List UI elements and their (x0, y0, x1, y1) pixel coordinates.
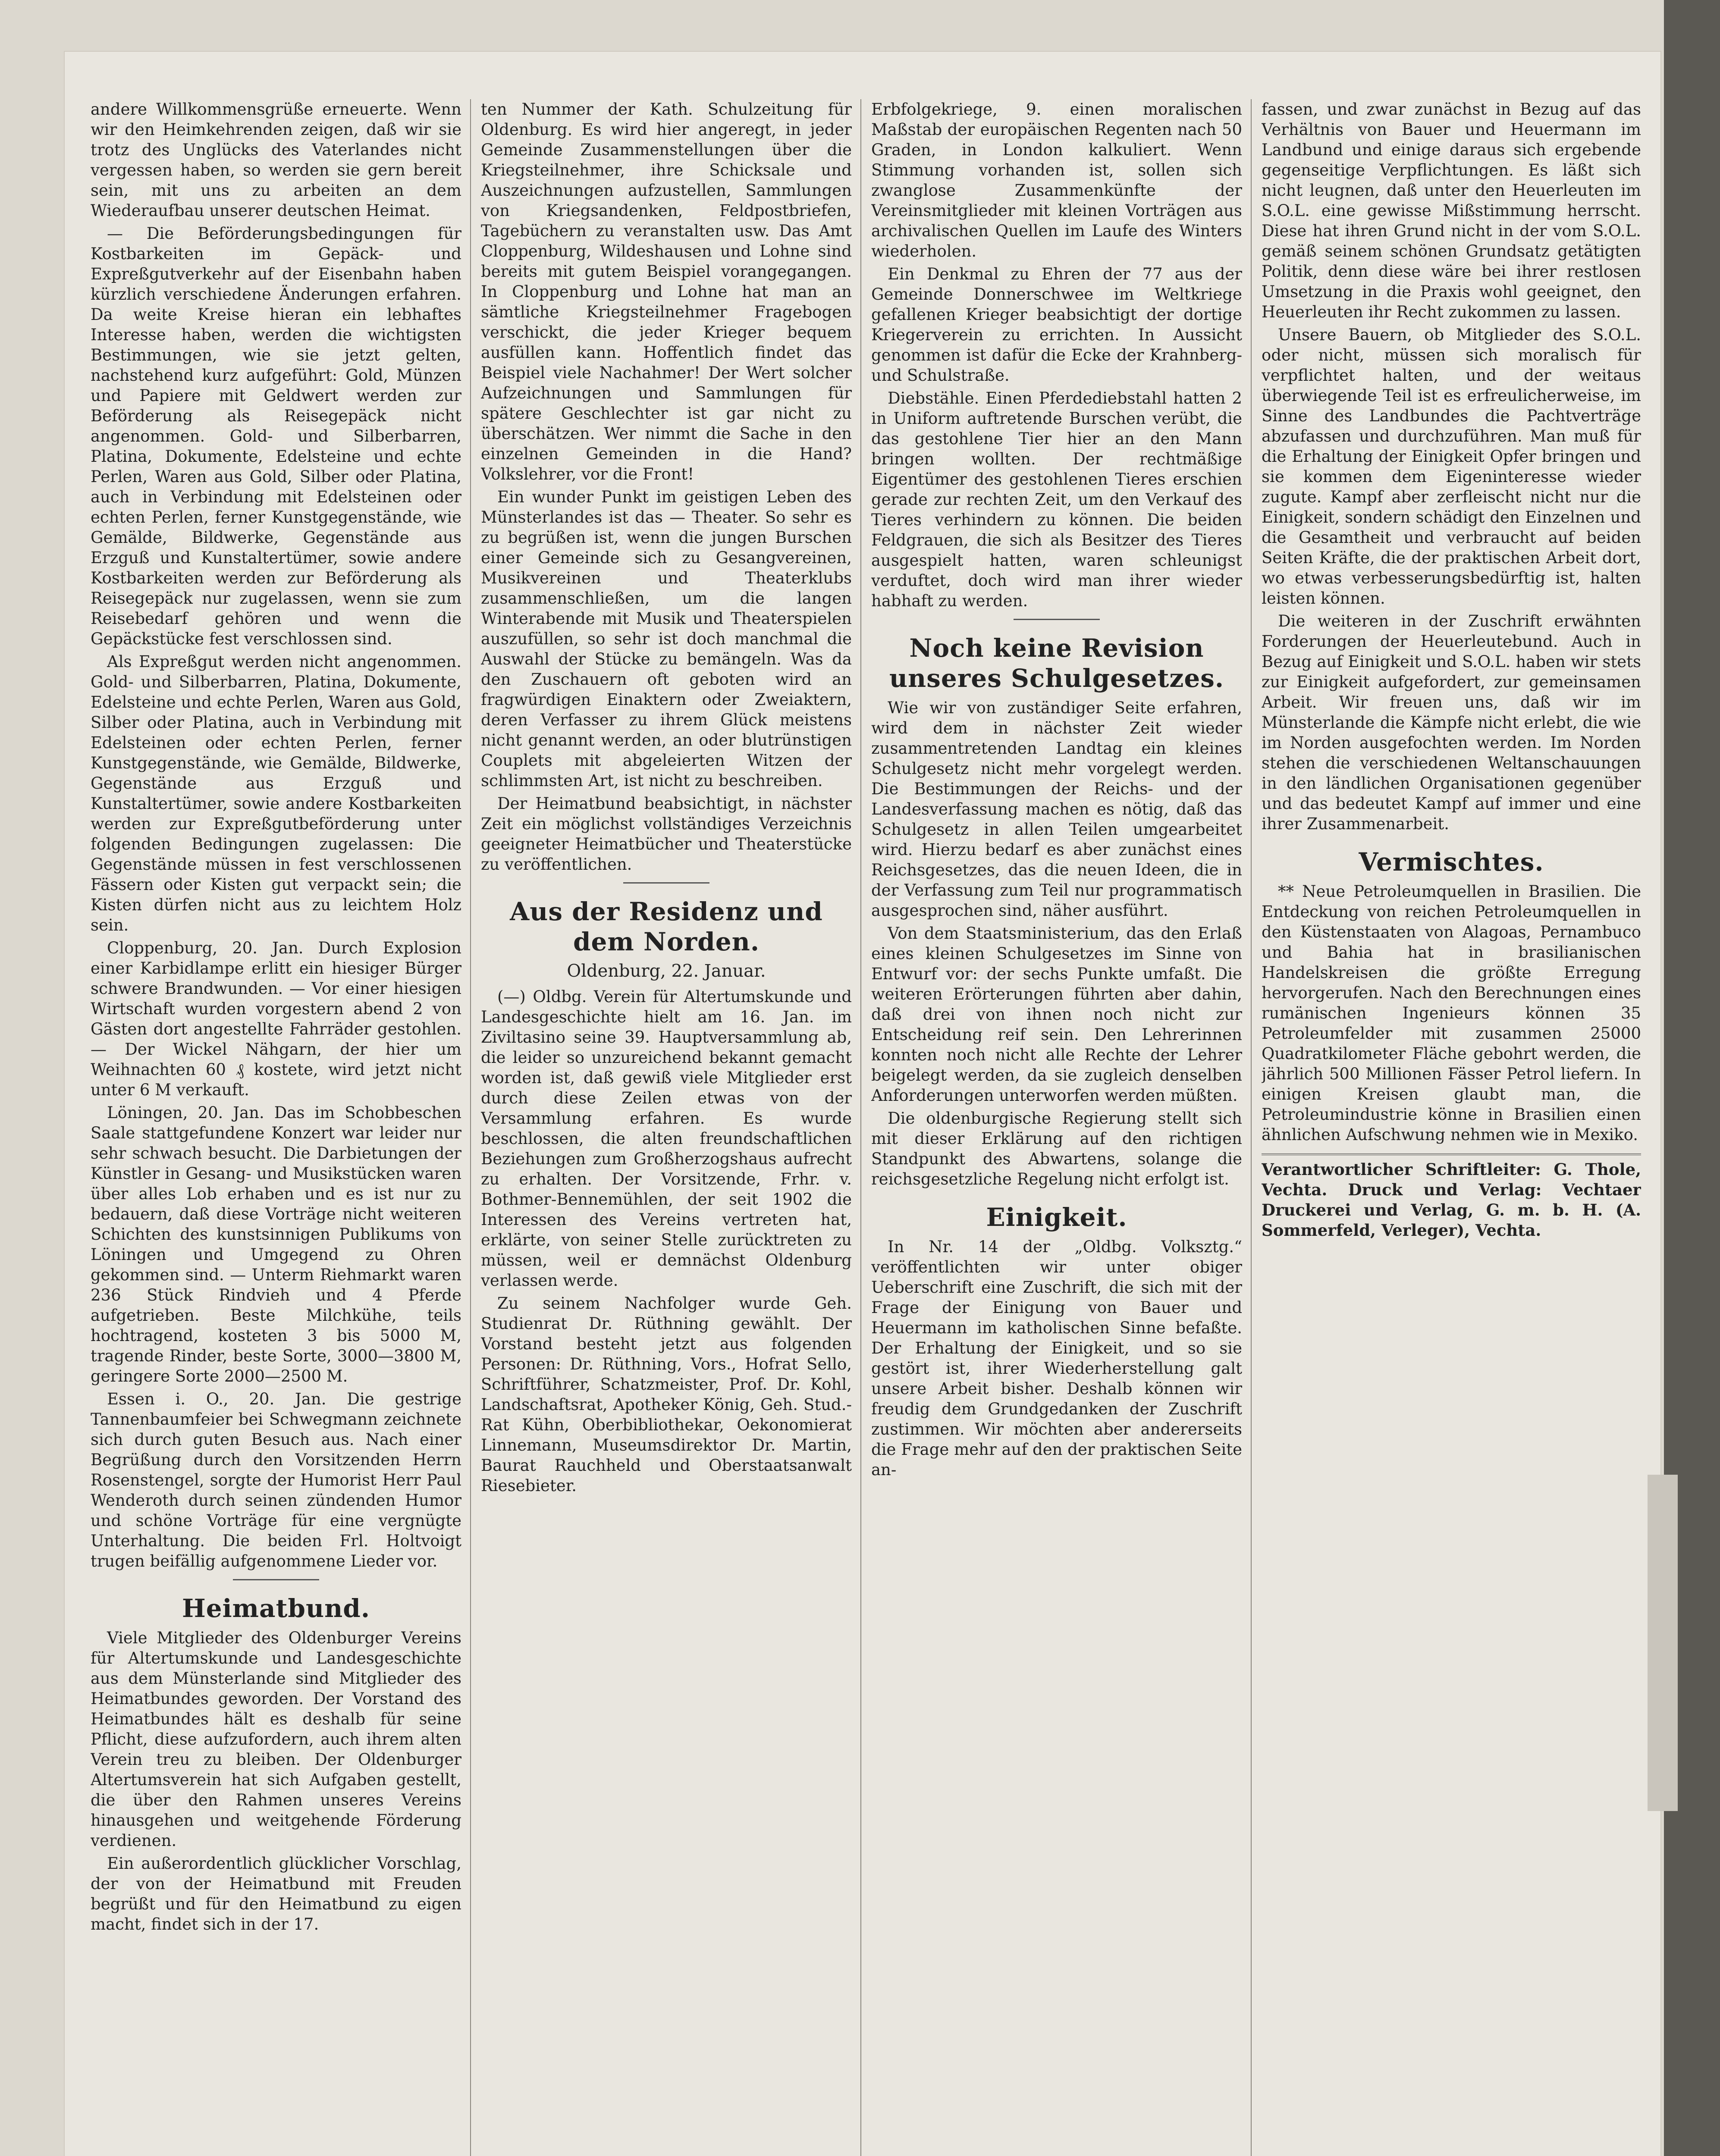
paragraph: Essen i. O., 20. Jan. Die gestrige Tannenbaumfeier bei Schwegmann zeichnete sich durch guten Besuch aus. Nach einer Begrüßung durch den Vorsitzenden Herrn Rosenstengel, sorgte der Humorist Herr Paul Wenderoth durch seinen zündenden Humor und schöne Vorträge für eine vergnügte Unterhaltung. Die beiden Frl. Holtvoigt trugen beifällig aufgenommene Lieder vor. (91, 1390, 461, 1570)
paragraph: Die weiteren in der Zuschrift erwähnten Forderungen der Heuerleutebund. Auch in Bezug auf Einigkeit und S.O.L. haben wir stets zur Einigkeit aufgefordert, zur gemeinsamen Arbeit. Wir freuen uns, daß wir im Münsterlande die Kämpfe nicht erlebt, die wie im Norden ausgefochten werden. Im Norden stehen die verschiedenen Weltanschauungen in den ländlichen Organisationen gegenüber und das bedeutet Kampf auf immer und eine ihrer Zusammenarbeit. (1262, 612, 1641, 833)
divider (1014, 619, 1100, 620)
paragraph: Als Expreßgut werden nicht angenommen. Gold- und Silberbarren, Platina, Dokumente, Edelsteine und echte Perlen, Waren aus Gold, Silber oder Platina, auch in Verbindung mit Edelsteinen oder echten Perlen, ferner Kunstgegenstände, wie Gemälde, Bildwerke, Gegenstände aus Erzguß und Kunstaltertümer, sowie andere Kostbarkeiten werden zur Expreßgutbeförderung unter folgenden Bedingungen zugelassen: Die Gegenstände müssen in fest verschlossenen Fässern oder Kisten gut verpackt sein; die Kisten dürfen nicht aus zu leichtem Holz sein. (91, 652, 461, 934)
paragraph: Zu seinem Nachfolger wurde Geh. Studienrat Dr. Rüthning gewählt. Der Vorstand besteht jetzt aus folgenden Personen: Dr. Rüthning, Vors., Hofrat Sello, Schriftführer, Schatzmeister, Prof. Dr. Kohl, Landschaftsrat, Apotheker König, Geh. Stud.-Rat Kühn, Oberbibliothekar, Oekonomierat Linnemann, Museumsdirektor Dr. Martin, Baurat Rauchheld und Oberstaatsanwalt Riesebieter. (481, 1294, 852, 1495)
paragraph: Von dem Staatsministerium, das den Erlaß eines kleinen Schulgesetzes im Sinne von Entwurf vor: der sechs Punkte umfaßt. Die weiteren Erörterungen führten aber dahin, daß drei von ihnen noch nicht zur Entscheidung reif sein. Den Lehrerinnen konnten noch nicht alle Rechte der Lehrer beigelegt werden, da sie zugleich denselben Anforderungen unterworfen werden müßten. (871, 924, 1242, 1105)
paper-tape (1648, 1475, 1678, 1811)
column-rule (1251, 99, 1252, 2156)
paragraph: Ein außerordentlich glücklicher Vorschlag, der von der Heimatbund mit Freuden begrüßt und für den Heimatbund zu eigen macht, findet sich in der 17. (91, 1854, 461, 1934)
heading-heimatbund: Heimatbund. (182, 1594, 370, 1623)
heading-schulgesetz: Noch keine Revision unseres Schulgesetzes. (889, 633, 1224, 693)
paragraph: ten Nummer der Kath. Schulzeitung für Oldenburg. Es wird hier angeregt, in jeder Gemeinde Zusammenstellungen über die Kriegsteilnehmer, ihre Schicksale und Auszeichnungen aufzustellen, Sammlungen von Kriegsandenken, Feldpostbriefen, Tagebüchern zu veranstalten usw. Das Amt Cloppenburg, Wildeshausen und Lohne sind bereits mit gutem Beispiel vorangegangen. In Cloppenburg und Lohne hat man an sämtliche Kriegsteilnehmer Fragebogen verschickt, die jeder Krieger bequem ausfüllen kann. Hoffentlich findet das Beispiel viele Nachahmer! Der Wert solcher Aufzeichnungen und Sammlungen für spätere Geschlechter ist gar nicht zu überschätzen. Wer nimmt die Sache in den einzelnen Gemeinden in die Hand? Volkslehrer, vor die Front! (481, 100, 852, 483)
paragraph: Löningen, 20. Jan. Das im Schobbeschen Saale stattgefundene Konzert war leider nur sehr schwach besucht. Die Darbietungen der Künstler in Gesang- und Musikstücken waren über alles Lob erhaben und es ist nur zu bedauern, daß diese Vorträge nicht weiteren Schichten des kunstsinnigen Publikums von Löningen und Umgegend zu Ohren gekommen sind. — Unterm Riehmarkt waren 236 Stück Rindvieh und 4 Pferde aufgetrieben. Beste Milchkühe, teils hochtragend, kosteten 3 bis 5000 M, tragende Rinder, beste Sorte, 3000—3800 M, geringere Sorte 2000—2500 M. (91, 1103, 461, 1385)
paragraph: fassen, und zwar zunächst in Bezug auf das Verhältnis von Bauer und Heuermann im Landbund und einige daraus sich ergebende gegenseitige Verpflichtungen. Es läßt sich nicht leugnen, daß unter den Heuerleuten im S.O.L. eine gewisse Mißstimmung herrscht. Diese hat ihren Grund nicht in der vom S.O.L. gemäß seinem schönen Grundsatz getätigten Politik, denn diese wäre bei ihrer restlosen Umsetzung in die Praxis wohl geeignet, den Heuerleuten ihr Recht zukommen zu lassen. (1262, 100, 1641, 321)
paragraph: Ein wunder Punkt im geistigen Leben des Münsterlandes ist das — Theater. So sehr es zu begrüßen ist, wenn die jungen Burschen einer Gemeinde sich zu Gesangvereinen, Musikvereinen und Theaterklubs zusammenschließen, um die langen Winterabende mit Musik und Theaterspielen auszufüllen, so sehr ist doch manchmal die Auswahl der Stücke zu bemängeln. Was da den Zuschauern oft geboten wird an fragwürdigen Einaktern oder Zweiaktern, deren Verfasser zu ihrem Glück meistens nicht genannt werden, an oder blutrünstigen Couplets mit abgeleierten Witzen der schlimmsten Art, ist nicht zu beschreiben. (481, 488, 852, 790)
newspaper-page (65, 52, 1660, 2156)
scan-edge (1664, 0, 1720, 2156)
divider (623, 882, 709, 884)
paragraph: (—) Oldbg. Verein für Altertumskunde und Landesgeschichte hielt am 16. Jan. im Ziviltasino seine 39. Hauptversammlung ab, die leider so unzureichend bekannt gemacht worden ist, daß gewiß viele Mitglieder erst durch diese Zeilen etwas von der Versammlung erfahren. Es wurde beschlossen, die alten freundschaftlichen Beziehungen zum Großherzogshaus aufrecht zu erhalten. Der Vorsitzende, Frhr. v. Bothmer-Bennemühlen, der seit 1902 die Interessen des Vereins vertreten hat, erklärte, von seiner Stelle zurücktreten zu müssen, weil er demnächst Oldenburg verlassen werde. (481, 987, 852, 1290)
paragraph: Wie wir von zuständiger Seite erfahren, wird dem in nächster Zeit wieder zusammentretenden Landtag ein kleines Schulgesetz nicht mehr vorgelegt werden. Die Bestimmungen der Reichs- und der Landesverfassung machen es nötig, daß das Schulgesetz in allen Teilen umgearbeitet wird. Hierzu bedarf es aber zunächst eines Reichsgesetzes, das die neuen Ideen, die in der Verfassung zum Teil nur programmatisch ausgesprochen sind, näher ausführt. (871, 699, 1242, 920)
paragraph: Cloppenburg, 20. Jan. Durch Explosion einer Karbidlampe erlitt ein hiesiger Bürger schwere Brandwunden. — Vor einer hiesigen Wirtschaft wurden vorgestern abend 2 von Gästen dort angestellte Fahrräder gestohlen. — Der Wickel Nähgarn, der hier um Weihnachten 60 ₰ kostete, wird jetzt nicht unter 6 M verkauft. (91, 939, 461, 1099)
paragraph: ** Neue Petroleumquellen in Brasilien. Die Entdeckung von reichen Petroleumquellen in den Küstenstaaten von Alagoas, Pernambuco und Bahia hat in brasilianischen Handelskreisen die größte Erregung hervorgerufen. Nach den Berechnungen eines rumänischen Ingenieurs können 35 Petroleumfelder mit zusammen 25000 Quadratkilometer Fläche gebohrt werden, die jährlich 500 Millionen Fässer Petrol liefern. In einigen Kreisen glaubt man, die Petroleumindustrie könne in Brasilien einen ähnlichen Aufschwung nehmen wie in Mexiko. (1262, 882, 1641, 1144)
column-3 (871, 99, 1242, 2156)
paragraph: Erbfolgekriege, 9. einen moralischen Maßstab der europäischen Regenten nach 50 Graden, in London kalkuliert. Wenn Stimmung vorhanden ist, sollen sich zwanglose Zusammenkünfte der Vereinsmitglieder mit kleinen Vorträgen aus archivalischen Quellen im Laufe des Winters wiederholen. (871, 100, 1242, 260)
paragraph: Diebstähle. Einen Pferdediebstahl hatten 2 in Uniform auftretende Burschen verübt, die das gestohlene Tier hier an den Mann bringen wollten. Der rechtmäßige Eigentümer des gestohlenen Tieres erschien gerade zur rechten Zeit, um den Verkauf des Tieres verhindern zu können. Die beiden Feldgrauen, die sich als Besitzer des Tieres ausgespielt hatten, waren schleunigst verduftet, doch wird man ihrer wieder habhaft zu werden. (871, 389, 1242, 610)
dateline: Oldenburg, 22. Januar. (567, 961, 766, 981)
paragraph: Ein Denkmal zu Ehren der 77 aus der Gemeinde Donnerschwee im Weltkriege gefallenen Krieger beabsichtigt der dortige Kriegerverein zu errichten. In Aussicht genommen ist dafür die Ecke der Krahnberg- und Schulstraße. (871, 265, 1242, 385)
heading-einigkeit: Einigkeit. (986, 1203, 1127, 1232)
paragraph: Unsere Bauern, ob Mitglieder des S.O.L. oder nicht, müssen sich moralisch für verpflichtet halten, und der weitaus überwiegende Teil ist es erfreulicherweise, im Sinne des Landbundes die Pachtverträge abzufassen und durchzuführen. Man muß für die Erhaltung der Einigkeit Opfer bringen und sie kommen dem Eigeninteresse wieder zugute. Kampf aber zerfleischt nicht nur die Einigkeit, sondern schädigt den Einzelnen und die Gesamtheit und verbraucht auf beiden Seiten Kräfte, die der praktischen Arbeit dort, wo etwas verbesserungsbedürftig ist, halten leisten können. (1262, 326, 1641, 608)
paragraph: Der Heimatbund beabsichtigt, in nächster Zeit ein möglichst vollständiges Verzeichnis geeigneter Heimatbücher und Theaterstücke zu veröffentlichen. (481, 794, 852, 874)
column-4 (1262, 99, 1641, 2156)
heading-vermischtes: Vermischtes. (1359, 847, 1544, 877)
column-rule (860, 99, 861, 2156)
paragraph: Viele Mitglieder des Oldenburger Vereins für Altertumskunde und Landesgeschichte aus dem Münsterlande sind Mitglieder des Heimatbundes geworden. Der Vorstand des Heimatbundes hält es deshalb für seine Pflicht, diese aufzufordern, auch ihrem alten Verein treu zu bleiben. Der Oldenburger Altertumsverein hat sich Aufgaben gestellt, die über den Rahmen unseres Vereins hinausgehen und weitgehende Förderung verdienen. (91, 1629, 461, 1850)
column-1 (91, 99, 461, 2156)
column-2 (481, 99, 852, 2156)
heading-residenz: Aus der Residenz und dem Norden. (510, 897, 823, 956)
paragraph: — Die Beförderungsbedingungen für Kostbarkeiten im Gepäck- und Expreßgutverkehr auf der Eisenbahn haben kürzlich verschiedene Änderungen erfahren. Da weite Kreise hieran ein lebhaftes Interesse haben, werden die wichtigsten Bestimmungen, wie sie jetzt gelten, nachstehend kurz aufgeführt: Gold, Münzen und Papiere mit Geldwert werden zur Beförderung als Reisegepäck nicht angenommen. Gold- und Silberbarren, Platina, Dokumente, Edelsteine und echte Perlen, Waren aus Gold, Silber oder Platina, auch in Verbindung mit Edelsteinen oder echten Perlen, ferner Kunstgegenstände, wie Gemälde, Bildwerke, Gegenstände aus Erzguß und Kunstaltertümer, sowie andere Kostbarkeiten werden zur Beförderung als Reisegepäck nur zugelassen, wenn sie zum Reisebedarf gehören und wenn die Gepäckstücke fest verschlossen sind. (91, 224, 461, 648)
paragraph: andere Willkommensgrüße erneuerte. Wenn wir den Heimkehrenden zeigen, daß wir sie trotz des Unglücks des Vaterlandes nicht vergessen haben, so werden sie gern bereit sein, mit uns zu arbeiten an dem Wiederaufbau unserer deutschen Heimat. (91, 100, 461, 220)
column-rule (470, 99, 471, 2156)
paragraph: Die oldenburgische Regierung stellt sich mit dieser Erklärung auf den richtigen Standpunkt des Abwartens, solange die reichsgesetzliche Regelung nicht erfolgt ist. (871, 1109, 1242, 1188)
imprint: Verantwortlicher Schriftleiter: G. Thole, Vechta. Druck und Verlag: Vechtaer Druckerei und Verlag, G. m. b. H. (A. Sommerfeld, Verleger), Vechta. (1262, 1153, 1641, 1241)
divider (233, 1579, 319, 1580)
paragraph: In Nr. 14 der „Oldbg. Volksztg.“ veröffentlichten wir unter obiger Ueberschrift eine Zuschrift, die sich mit der Frage der Einigung von Bauer und Heuermann im katholischen Sinne befaßte. Der Erhaltung der Einigkeit, und so sie gestört ist, ihrer Wiederherstellung galt unsere Arbeit bisher. Deshalb können wir freudig dem Grundgedanken der Zuschrift zustimmen. Wir möchten aber andererseits die Frage mehr auf den der praktischen Seite an- (871, 1238, 1242, 1479)
